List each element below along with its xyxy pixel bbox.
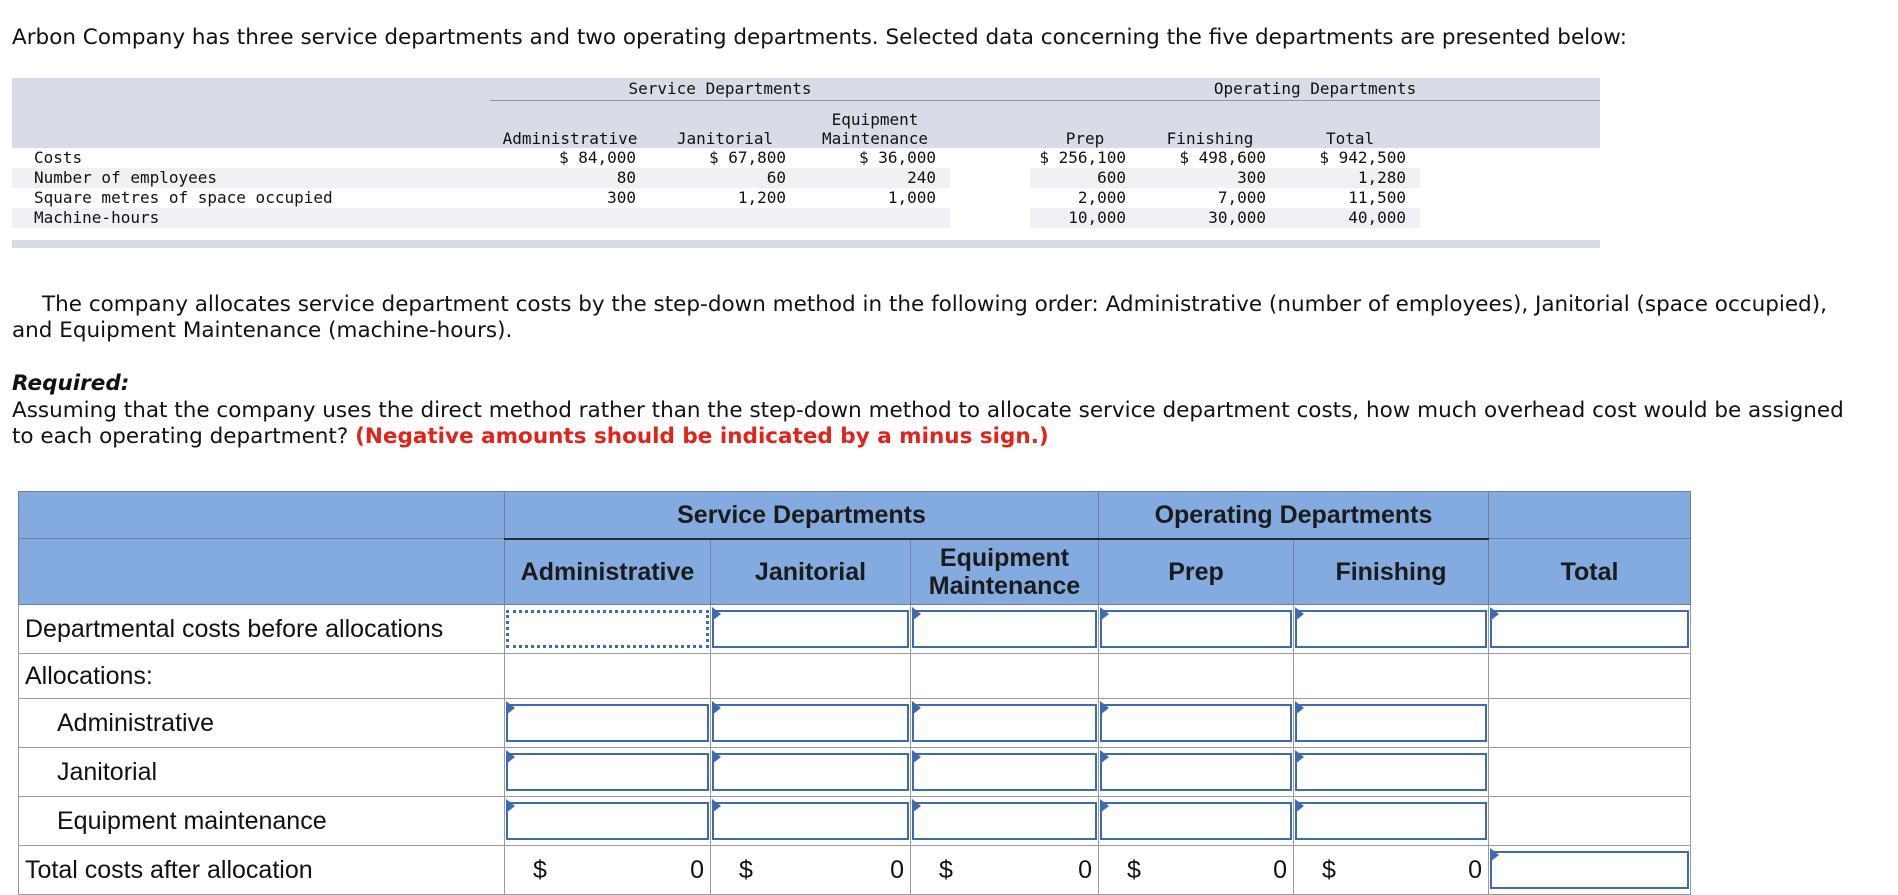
input-dept-costs-equipment[interactable] [911, 605, 1099, 654]
data-cell: 11,500 [1348, 188, 1407, 207]
data-col-administrative: Administrative [490, 110, 650, 148]
input-alloc-jan-finishing[interactable] [1294, 748, 1489, 797]
input-marker-icon [1295, 750, 1304, 764]
input-marker-icon [912, 607, 921, 621]
data-cell: 2,000 [1077, 188, 1127, 207]
data-row-costs: Costs $ 84,000 $ 67,800 $ 36,000 $ 256,100 $ 498,600 $ 942,500 [12, 148, 1600, 168]
data-cell: 300 [607, 188, 636, 207]
row-label-dept-costs: Departmental costs before allocations [19, 605, 505, 654]
data-col-total: Total [1280, 110, 1420, 148]
total-value: 0 [890, 856, 904, 884]
data-cell: 1,000 [887, 188, 937, 207]
data-cell [650, 208, 800, 228]
data-group-service: Service Departments [490, 78, 950, 101]
input-marker-icon [506, 799, 515, 813]
input-alloc-admin-prep[interactable] [1099, 699, 1294, 748]
row-label-total-after: Total costs after allocation [19, 846, 505, 895]
total-value: 0 [1468, 856, 1482, 884]
input-alloc-equip-janitorial[interactable] [711, 797, 911, 846]
data-cell: 60 [650, 168, 800, 188]
data-cell: 300 [1140, 168, 1280, 188]
data-cell [800, 208, 950, 228]
currency-symbol: $ [939, 856, 953, 884]
input-dept-costs-prep[interactable] [1099, 605, 1294, 654]
input-marker-icon [712, 607, 721, 621]
question-paragraph: Assuming that the company uses the direct method rather than the step-down method to allocate service department costs, how much overhead cost would be assigned to each operating department? (Negative amounts should be indicated by a minus sign.) [12, 398, 1844, 449]
input-alloc-jan-janitorial[interactable] [711, 748, 911, 797]
data-cell: $ 84,000 [558, 148, 636, 167]
currency-symbol: $ [1322, 856, 1336, 884]
intro-text: Arbon Company has three service departments and two operating departments. Selected data concerning the five departments are presented below: [12, 25, 1627, 50]
input-alloc-admin-finishing[interactable] [1294, 699, 1489, 748]
input-marker-icon [1490, 607, 1499, 621]
input-marker-icon [1100, 701, 1109, 715]
data-cell: 80 [490, 168, 650, 188]
method-paragraph: The company allocates service department costs by the step-down method in the following order: Administrative (number of employees), Janitorial (space occupied), and Equipment Maintenance (machine-hours). [12, 292, 1827, 343]
currency-symbol: $ [739, 856, 753, 884]
total-after-administrative [505, 846, 711, 895]
input-alloc-jan-prep[interactable] [1099, 748, 1294, 797]
input-dept-costs-janitorial[interactable] [711, 605, 911, 654]
input-marker-icon [912, 701, 921, 715]
input-marker-icon [912, 750, 921, 764]
data-col-equipment-line1: Equipment [831, 110, 919, 129]
input-alloc-equip-prep[interactable] [1099, 797, 1294, 846]
data-cell: 1,200 [737, 188, 786, 207]
answer-group-service: Service Departments [505, 492, 1099, 539]
row-label-administrative: Administrative [19, 699, 505, 748]
data-row-space: Square metres of space occupied 300 1,200 1,000 2,000 7,000 11,500 [12, 188, 1600, 208]
data-table-bottom-bar [12, 240, 1600, 248]
data-cell: $ 256,100 [1039, 148, 1127, 167]
input-alloc-equip-equipment[interactable] [911, 797, 1099, 846]
answer-col-janitorial: Janitorial [711, 539, 911, 605]
currency-symbol: $ [1127, 856, 1141, 884]
data-cell: 30,000 [1140, 208, 1280, 228]
input-marker-icon [506, 750, 515, 764]
answer-row-total-after [19, 846, 1691, 895]
total-after-finishing [1294, 846, 1489, 895]
answer-group-operating: Operating Departments [1099, 492, 1489, 539]
answer-row-dept-costs [19, 605, 1691, 654]
input-alloc-admin-janitorial[interactable] [711, 699, 911, 748]
total-after-janitorial [711, 846, 911, 895]
input-marker-icon [1100, 799, 1109, 813]
input-marker-icon [712, 750, 721, 764]
data-col-janitorial: Janitorial [650, 110, 800, 148]
data-cell [490, 208, 650, 228]
total-after-equipment [911, 846, 1099, 895]
input-marker-icon [1295, 701, 1304, 715]
data-cell: 40,000 [1280, 208, 1420, 228]
data-cell: 240 [800, 168, 950, 188]
answer-col-administrative: Administrative [505, 539, 711, 605]
row-label-janitorial: Janitorial [19, 748, 505, 797]
data-cell: $ 36,000 [858, 148, 937, 167]
answer-row-alloc-equipment [19, 797, 1691, 846]
data-cell: $ 67,800 [708, 148, 786, 167]
data-col-finishing: Finishing [1140, 110, 1280, 148]
input-marker-icon [712, 701, 721, 715]
data-cell: 7,000 [1217, 188, 1267, 207]
row-label-equipment: Equipment maintenance [19, 797, 505, 846]
answer-row-alloc-janitorial [19, 748, 1691, 797]
input-alloc-jan-equipment[interactable] [911, 748, 1099, 797]
input-marker-icon [1295, 799, 1304, 813]
input-alloc-equip-finishing[interactable] [1294, 797, 1489, 846]
input-dept-costs-finishing[interactable] [1294, 605, 1489, 654]
input-alloc-equip-administrative[interactable] [505, 797, 711, 846]
input-total-after-total[interactable] [1489, 846, 1691, 895]
input-dept-costs-total[interactable] [1489, 605, 1691, 654]
data-cell: $ 942,500 [1319, 148, 1407, 167]
negative-note: (Negative amounts should be indicated by a minus sign.) [355, 424, 1049, 449]
input-dept-costs-administrative[interactable] [505, 605, 711, 654]
answer-col-total: Total [1489, 539, 1691, 605]
total-after-prep [1099, 846, 1294, 895]
input-marker-icon [506, 701, 515, 715]
given-data-table [12, 78, 1600, 248]
answer-col-finishing: Finishing [1294, 539, 1489, 605]
total-value: 0 [690, 856, 704, 884]
answer-grid [18, 491, 1691, 895]
data-cell: 10,000 [1030, 208, 1140, 228]
row-label-allocations: Allocations: [19, 654, 505, 699]
required-title: Required: [12, 371, 130, 396]
input-alloc-jan-administrative[interactable] [505, 748, 711, 797]
input-alloc-admin-administrative[interactable] [505, 699, 711, 748]
total-value: 0 [1078, 856, 1092, 884]
answer-col-equipment-line2: Maintenance [928, 571, 1081, 600]
data-col-equipment-line2: Maintenance [822, 129, 928, 148]
answer-row-allocations [19, 654, 1691, 699]
answer-col-equipment [911, 539, 1099, 605]
answer-col-equipment-line1: Equipment [939, 543, 1070, 572]
total-value: 0 [1273, 856, 1287, 884]
data-col-equipment [800, 110, 950, 148]
data-cell: 600 [1030, 168, 1140, 188]
input-marker-icon [1100, 750, 1109, 764]
currency-symbol: $ [533, 856, 547, 884]
input-marker-icon [712, 799, 721, 813]
input-marker-icon [1490, 848, 1499, 862]
input-marker-icon [1295, 607, 1304, 621]
data-row-machine-hours: Machine-hours 10,000 30,000 40,000 [12, 208, 1600, 228]
answer-col-prep: Prep [1099, 539, 1294, 605]
data-cell: $ 498,600 [1179, 148, 1267, 167]
answer-row-alloc-administrative [19, 699, 1691, 748]
input-marker-icon [1100, 607, 1109, 621]
data-row-employees: Number of employees 80 60 240 600 300 1,280 [12, 168, 1600, 188]
input-marker-icon [912, 799, 921, 813]
data-col-prep: Prep [1030, 110, 1140, 148]
data-cell: 1,280 [1280, 168, 1420, 188]
input-alloc-admin-equipment[interactable] [911, 699, 1099, 748]
data-group-operating: Operating Departments [1030, 78, 1600, 101]
